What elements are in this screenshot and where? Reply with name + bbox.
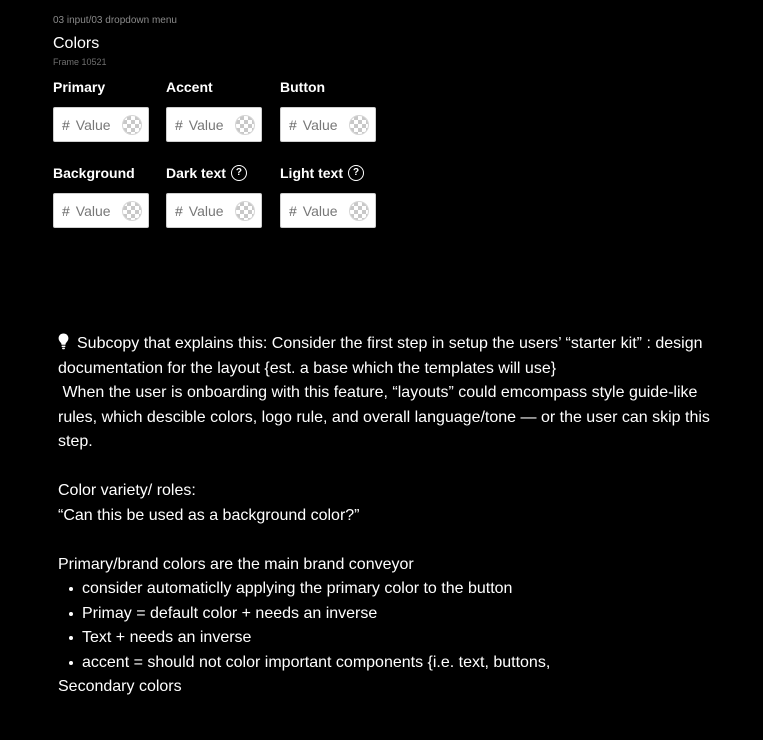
field-label-text: Accent [166,79,213,95]
field-label [53,164,151,182]
list-item-text: Primay = default color + needs an inverse [82,604,378,622]
transparency-swatch-icon[interactable] [349,201,369,221]
primary-color-input[interactable] [53,107,149,142]
help-icon[interactable]: ? [231,165,247,181]
list-item-text: Text + needs an inverse [82,629,252,646]
list-item-text: accent = should not color important components {i.e. text, buttons, [82,653,551,671]
color-field-background [53,164,151,228]
transparency-swatch-icon[interactable] [235,201,255,221]
background-color-input[interactable] [53,193,149,228]
transparency-swatch-icon[interactable] [349,115,369,135]
notes-primary-heading: Primary/brand colors are the main brand conveyor [58,555,414,573]
hash-prefix: # [175,116,183,133]
breadcrumb: 03 input/03 dropdown menu [53,15,177,26]
list-item [66,577,738,602]
frame-label: Frame 10521 [53,57,107,67]
color-field-primary [53,78,151,142]
value-placeholder: Value [302,202,338,219]
color-field-accent [166,78,264,142]
color-field-dark-text [166,164,264,228]
accent-color-input[interactable] [166,107,262,142]
value-placeholder: Value [75,116,111,133]
page-title: Colors [53,35,100,52]
notes-onboarding: When the user is onboarding with this feature, “layouts” could emcompass style guide-like rules, which descible colors, logo rule, and overall language/tone — or the user can skip this step. [58,384,715,450]
notes-variety-heading: Color variety/ roles: [58,482,196,499]
notes-section [58,332,738,700]
value-placeholder: Value [188,116,224,133]
help-icon[interactable]: ? [348,165,364,181]
bullet-icon [69,587,73,591]
notes-intro-text: Subcopy that explains this: Consider the first step in setup the users’ “starter kit” : design documentation for the layout {est. a base which the templates will use} [58,335,703,377]
notes-intro [58,332,738,381]
color-field-light-text [280,164,378,228]
field-label [53,78,151,96]
notes-variety-question: “Can this be used as a background color?” [58,506,360,524]
bullet-icon [69,636,73,640]
bullet-icon [69,661,73,665]
hash-prefix: # [289,116,297,133]
list-item [66,602,738,627]
bullet-icon [69,612,73,616]
value-placeholder: Value [75,202,111,219]
lightbulb-icon [58,333,69,350]
notes-bullet-list [58,577,738,675]
light-text-color-input[interactable] [280,193,376,228]
field-label-text: Primary [53,79,106,95]
field-label-text: Dark text [166,165,226,181]
list-item-text: consider automaticlly applying the primary color to the button [82,580,513,597]
notes-secondary-heading: Secondary colors [58,678,182,695]
value-placeholder: Value [302,116,338,133]
field-label [166,78,264,96]
dark-text-color-input[interactable] [166,193,262,228]
list-item [66,651,738,676]
field-label-text: Background [53,165,135,181]
field-label [280,78,378,96]
transparency-swatch-icon[interactable] [122,201,142,221]
button-color-input[interactable] [280,107,376,142]
hash-prefix: # [289,202,297,219]
field-label-text: Light text [280,165,343,181]
field-label [280,164,378,182]
hash-prefix: # [62,202,70,219]
value-placeholder: Value [188,202,224,219]
color-field-button [280,78,378,142]
transparency-swatch-icon[interactable] [235,115,255,135]
list-item [66,626,738,651]
field-label-text: Button [280,79,326,95]
transparency-swatch-icon[interactable] [122,115,142,135]
hash-prefix: # [62,116,70,133]
field-label [166,164,264,182]
hash-prefix: # [175,202,183,219]
